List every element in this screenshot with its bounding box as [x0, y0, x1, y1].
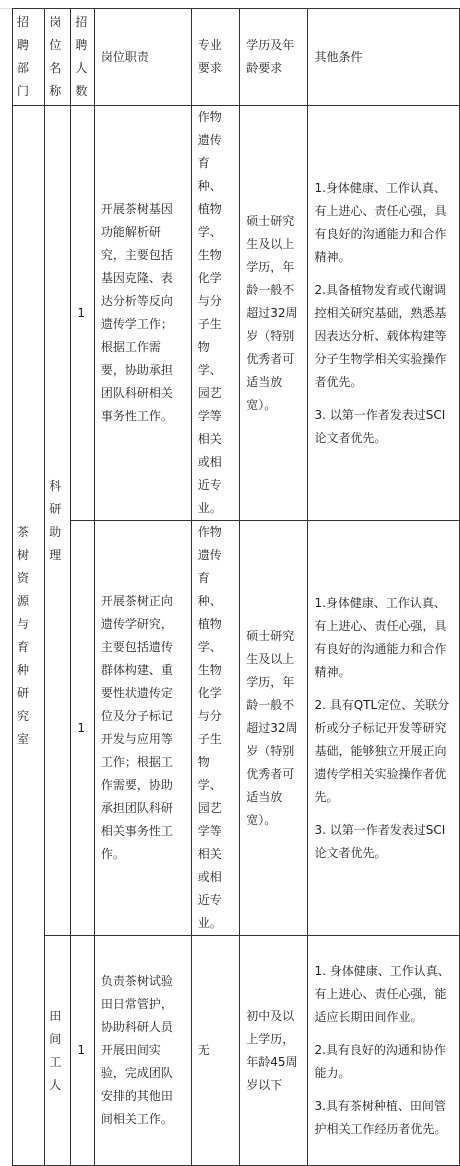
edu-cell: 初中及以上学历，年龄45周岁以下 — [240, 936, 308, 1166]
header-major: 专业要求 — [191, 9, 239, 106]
header-duty: 岗位职责 — [94, 9, 191, 106]
edu-cell: 硕士研究生及以上学历，年龄一般不超过32周岁（特别优秀者可适当放宽）。 — [240, 521, 308, 936]
header-row — [13, 9, 460, 106]
major-cell: 作物遗传育种、植物学、生物化学与分子生物学、园艺学等相关或相近专业。 — [191, 106, 239, 521]
table-row — [13, 106, 460, 521]
count-cell: 1 — [71, 936, 95, 1166]
other-item: 3.具有茶树种植、田间管护相关工作经历者优先。 — [314, 1099, 447, 1136]
position-cell: 田间工人 — [45, 936, 71, 1166]
other-cell — [308, 106, 460, 521]
other-item: 1.身体健康、工作认真、有上进心、责任心强，具有良好的沟通能力和合作精神。 — [314, 595, 447, 679]
header-other: 其他条件 — [308, 9, 460, 106]
other-item: 3. 以第一作者发表过SCI 论文者优先。 — [314, 407, 446, 445]
major-cell: 作物遗传育种、植物学、生物化学与分子生物学、园艺学等相关或相近专业。 — [191, 521, 239, 936]
other-cell — [308, 521, 460, 936]
other-cell — [308, 936, 460, 1166]
header-edu: 学历及年龄要求 — [240, 9, 308, 106]
other-item: 2.具备植物发育或代谢调控相关研究基础，熟悉基因表达分析、载体构建等分子生物学相关实验操作者优先。 — [314, 282, 447, 389]
table-row — [13, 521, 460, 936]
duty-cell: 负责茶树试验田日常管护，协助科研人员开展田间实验，完成团队安排的其他田间相关工作。 — [94, 936, 191, 1166]
header-count: 招聘人数 — [71, 9, 95, 106]
other-item: 2.具有良好的沟通和协作能力。 — [314, 1043, 446, 1080]
count-cell: 1 — [71, 106, 95, 521]
other-item: 1. 身体健康、工作认真、有上进心、责任心强，能适应长期田间作业。 — [314, 964, 450, 1024]
other-item: 2. 具有QTL定位、关联分析或分子标记开发等研究基础，能够独立开展正向遗传学相关实验操作者优先。 — [314, 697, 450, 804]
duty-cell: 开展茶树正向遗传学研究，主要包括遗传群体构建、重要性状遗传定位及分子标记开发与应用等工作；根据工作需要，协助承担团队科研相关事务性工作。 — [94, 521, 191, 936]
recruitment-table — [12, 8, 460, 1166]
count-cell: 1 — [71, 521, 95, 936]
header-dept: 招聘部门 — [13, 9, 45, 106]
position-cell: 科研助理 — [45, 106, 71, 936]
department-cell: 茶树资源与育种研究室 — [13, 106, 45, 1166]
other-item: 3. 以第一作者发表过SCI 论文者优先。 — [314, 822, 446, 860]
table-row — [13, 936, 460, 1166]
major-cell: 无 — [191, 936, 239, 1166]
header-position: 岗位名称 — [45, 9, 71, 106]
duty-cell: 开展茶树基因功能解析研究，主要包括基因克隆、表达分析等反向遗传学工作；根据工作需要，协助承担团队科研相关事务性工作。 — [94, 106, 191, 521]
other-item: 1.身体健康、工作认真、有上进心、责任心强，具有良好的沟通能力和合作精神。 — [314, 180, 447, 264]
edu-cell: 硕士研究生及以上学历，年龄一般不超过32周岁（特别优秀者可适当放宽）。 — [240, 106, 308, 521]
